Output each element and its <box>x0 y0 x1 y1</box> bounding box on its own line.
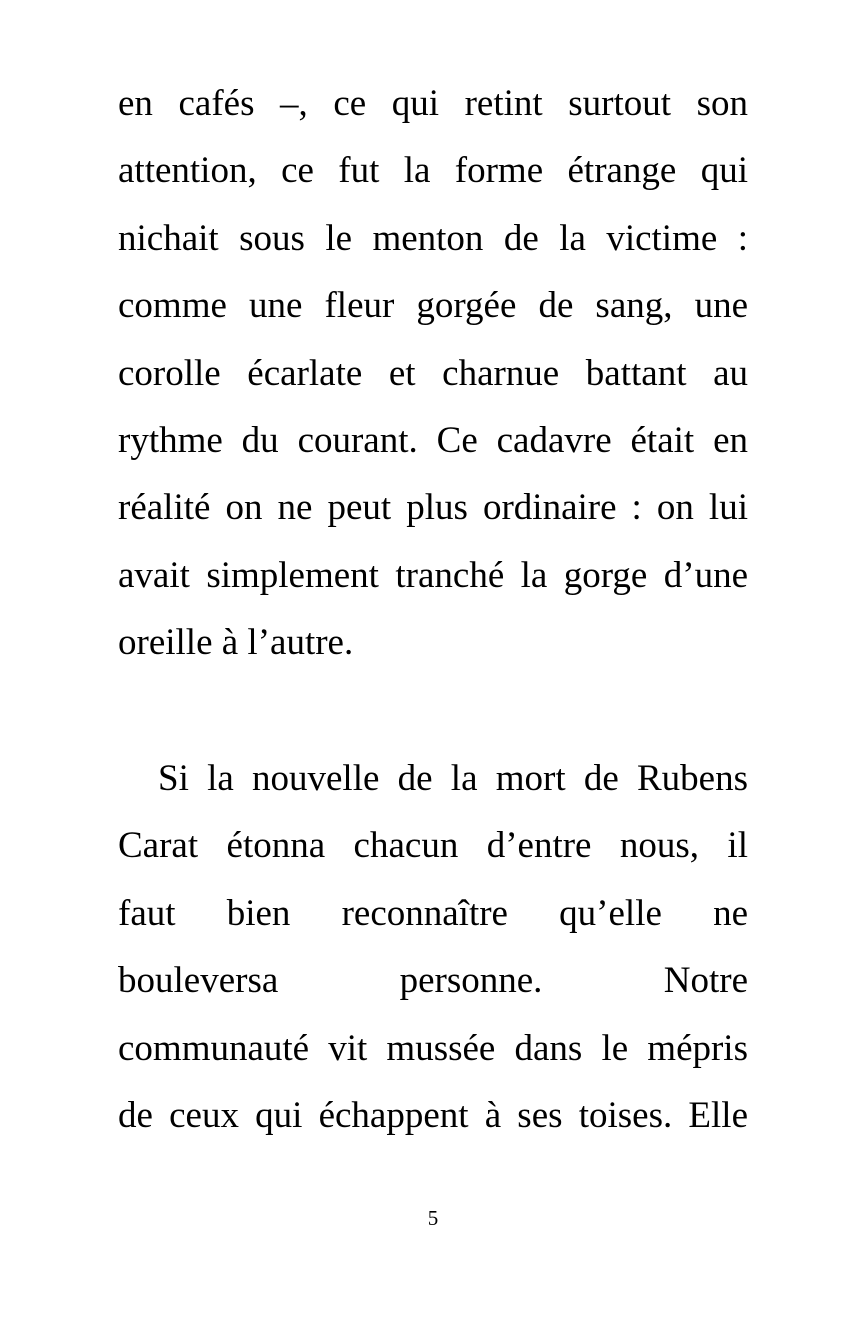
text-line: attention, ce fut la forme étrange qui <box>118 150 748 192</box>
paragraph-1 <box>118 85 748 692</box>
page-number: 5 <box>427 1206 439 1230</box>
text-line: faut bien reconnaître qu’elle ne <box>118 892 748 934</box>
text-line: en cafés –, ce qui retint surtout son <box>118 83 748 124</box>
text-line: oreille à l’autre. <box>118 622 354 664</box>
text-line: avait simplement tranché la gorge d’une <box>118 554 748 596</box>
text-line: nichait sous le menton de la victime : <box>118 217 748 259</box>
text-line: rythme du courant. Ce cadavre était en <box>118 419 748 461</box>
text-line: communauté vit mussée dans le mépris <box>118 1027 748 1069</box>
text-line: corolle écarlate et charnue battant au <box>118 352 748 394</box>
text-line: Carat étonna chacun d’entre nous, il <box>118 825 748 867</box>
text-line: de ceux qui échappent à ses toises. Elle <box>118 1094 748 1136</box>
text-line: bouleversa personne. Notre <box>118 960 748 1002</box>
text-line: réalité on ne peut plus ordinaire : on lui <box>118 487 748 529</box>
text-line: Si la nouvelle de la mort de Rubens <box>158 758 748 799</box>
text-line: comme une fleur gorgée de sang, une <box>118 285 748 327</box>
paragraph-2 <box>118 760 748 1164</box>
